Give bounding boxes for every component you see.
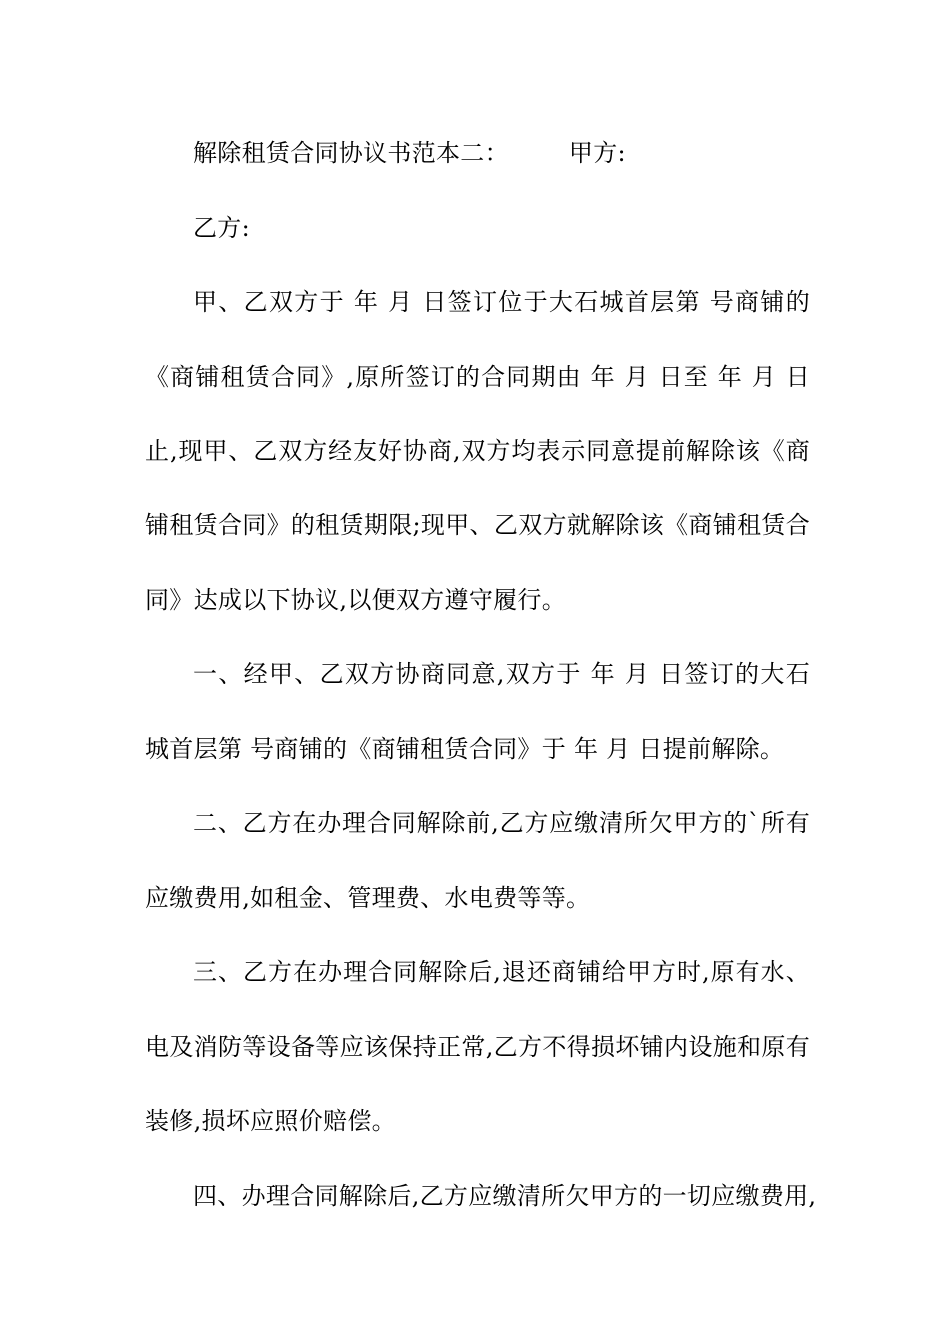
clause-three-line: 三、乙方在办理合同解除后,退还商铺给甲方时,原有水、 bbox=[193, 958, 810, 986]
clause-three-line: 装修,损坏应照价赔偿。 bbox=[145, 1107, 396, 1135]
clause-two-line: 二、乙方在办理合同解除前,乙方应缴清所欠甲方的`所有 bbox=[193, 809, 810, 837]
paragraph-line: 甲、乙双方于 年 月 日签订位于大石城首层第 号商铺的 bbox=[193, 288, 810, 316]
paragraph-line: 止,现甲、乙双方经友好协商,双方均表示同意提前解除该《商 bbox=[145, 437, 810, 465]
document-title: 解除租赁合同协议书范本二： bbox=[193, 139, 509, 167]
clause-three-line: 电及消防等设备等应该保持正常,乙方不得损坏铺内设施和原有 bbox=[145, 1033, 810, 1061]
paragraph-line: 同》达成以下协议,以便双方遵守履行。 bbox=[145, 586, 567, 614]
party-b-label: 乙方: bbox=[193, 214, 250, 242]
paragraph-line: 铺租赁合同》的租赁期限;现甲、乙双方就解除该《商铺租赁合 bbox=[145, 511, 810, 539]
clause-four-line: 四、办理合同解除后,乙方应缴清所欠甲方的一切应缴费用, bbox=[193, 1182, 817, 1210]
paragraph-line: 《商铺租赁合同》,原所签订的合同期由 年 月 日至 年 月 日 bbox=[145, 363, 810, 391]
document-heading-line bbox=[193, 137, 810, 169]
clause-one-line: 一、经甲、乙双方协商同意,双方于 年 月 日签订的大石 bbox=[193, 660, 810, 688]
party-a-label: 甲方: bbox=[568, 139, 626, 167]
clause-one-line: 城首层第 号商铺的《商铺租赁合同》于 年 月 日提前解除。 bbox=[145, 735, 785, 763]
clause-two-line: 应缴费用,如租金、管理费、水电费等等。 bbox=[145, 884, 591, 912]
